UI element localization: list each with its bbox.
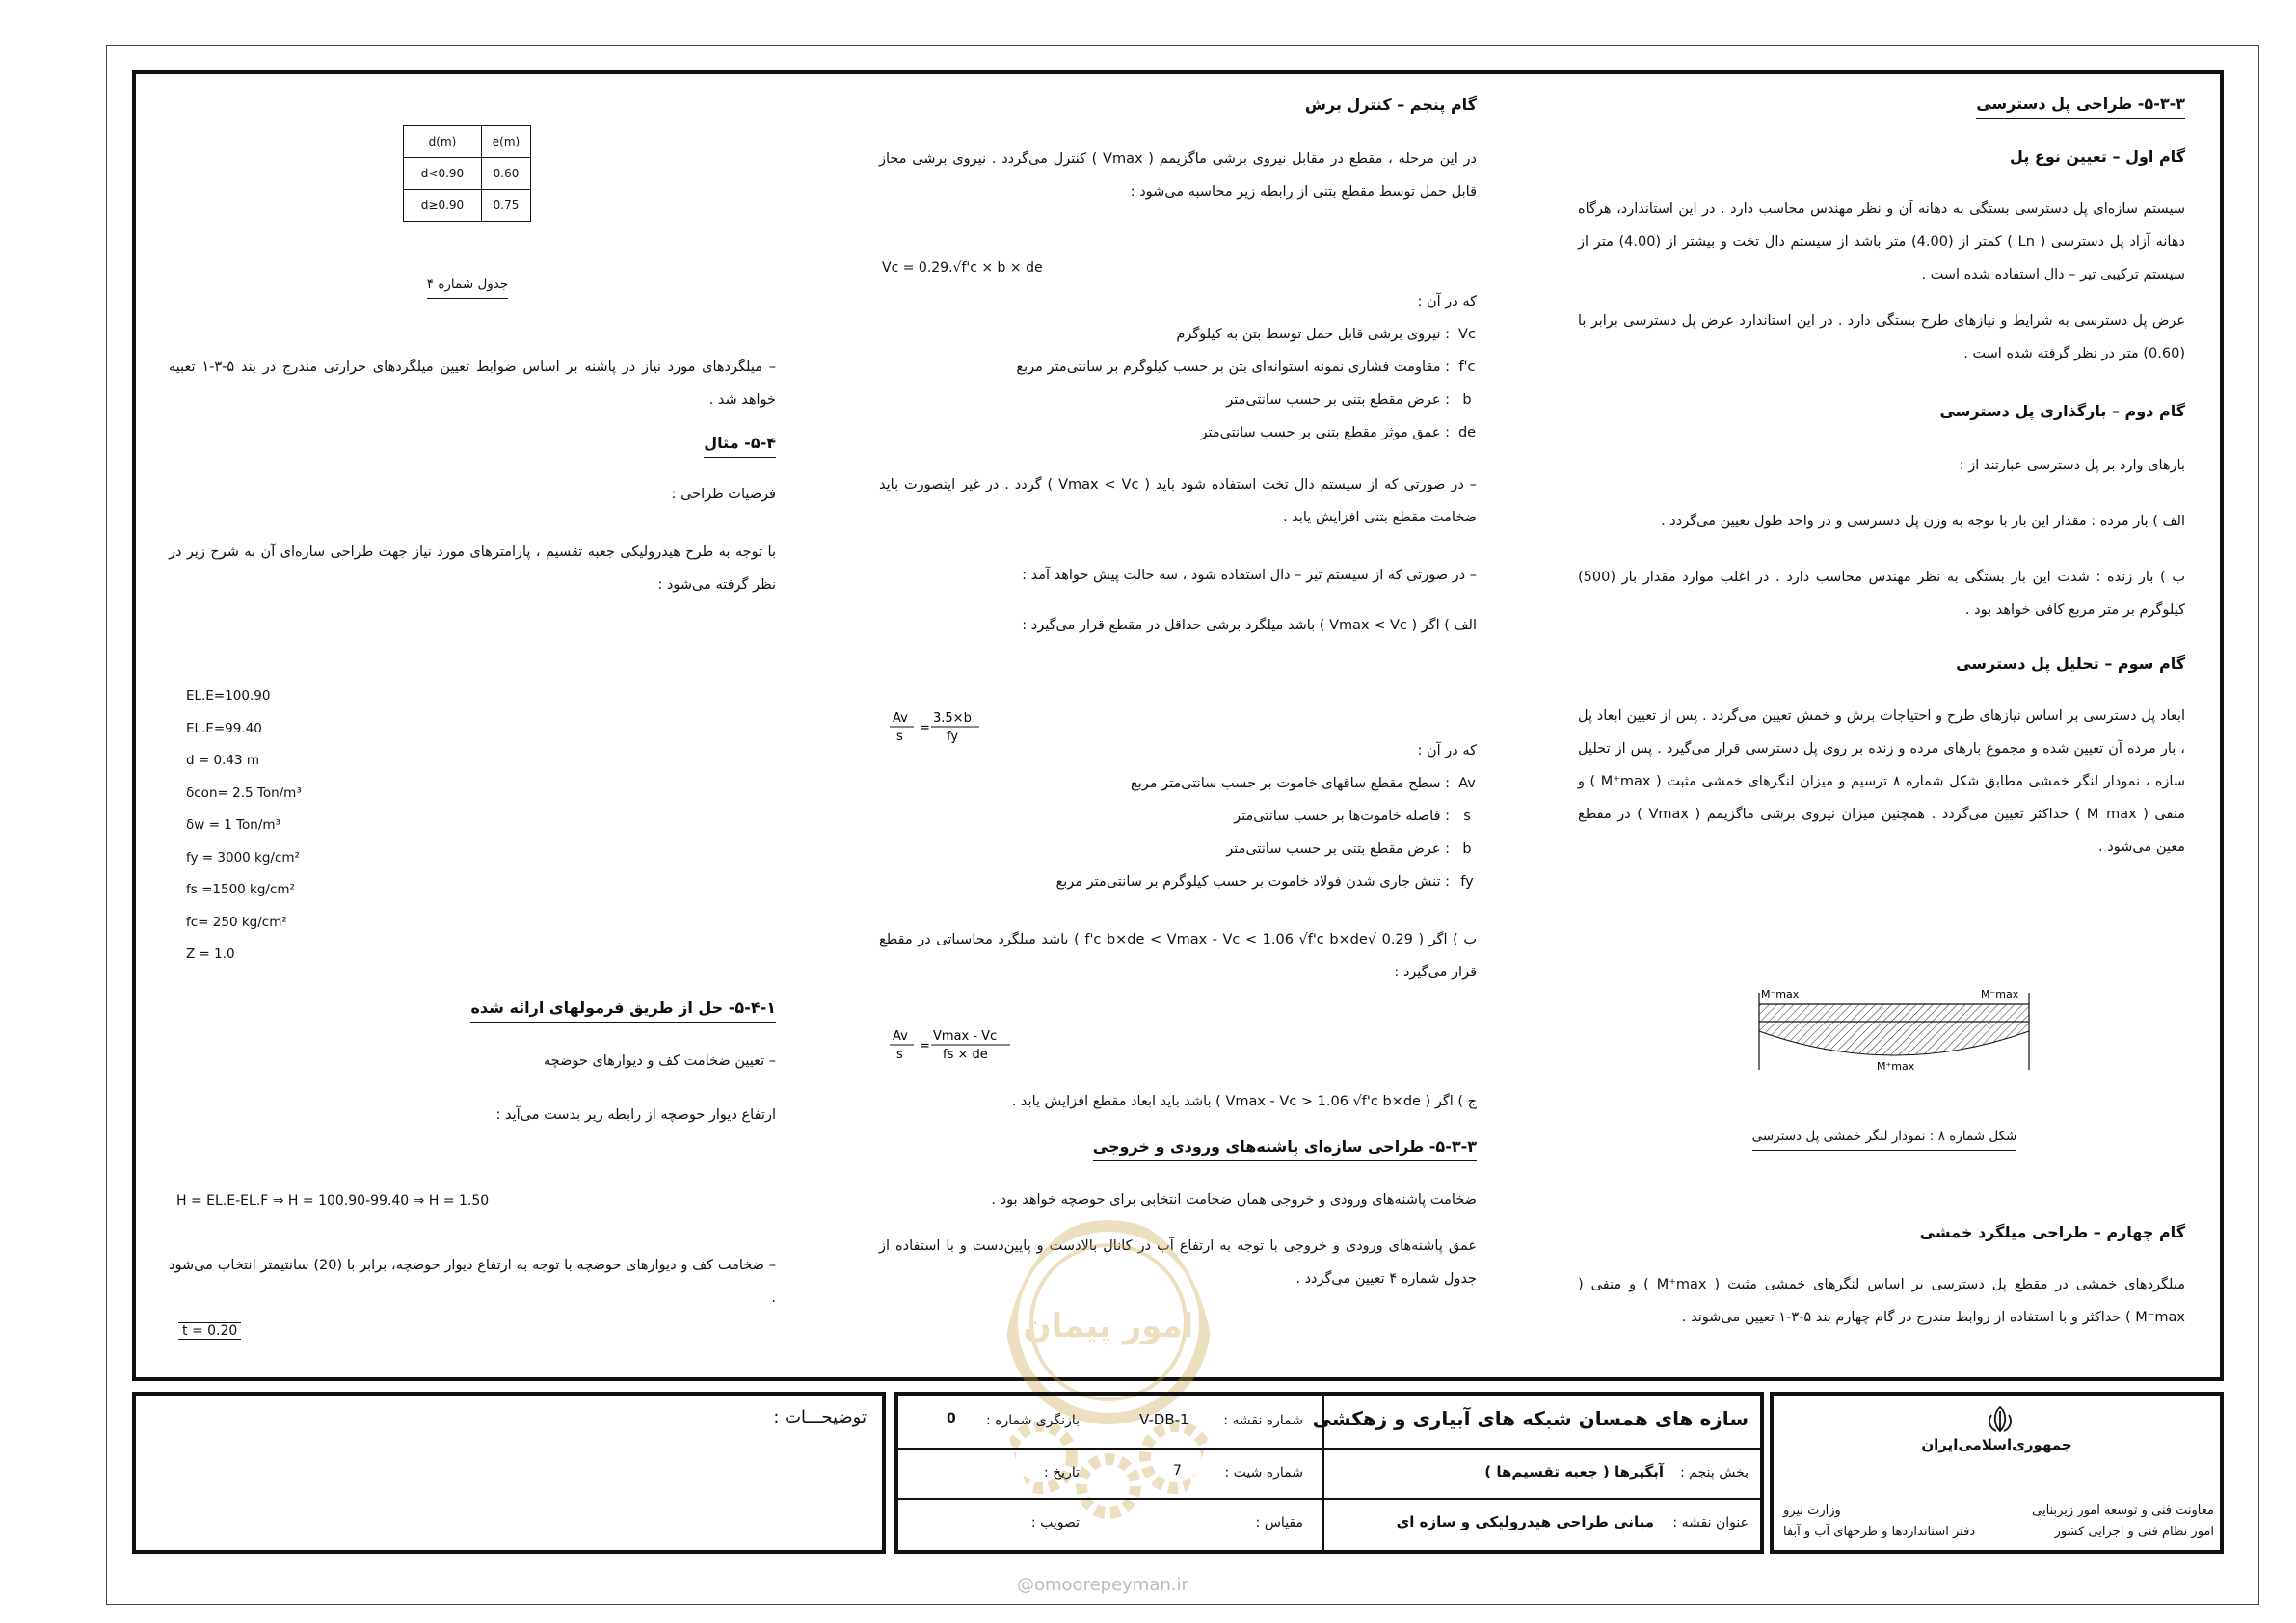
- case-c: ج ) اگر ( Vmax - Vc > 1.06 √f'c b×de ) باشد باید ابعاد مقطع افزایش یابد .: [1011, 1094, 1477, 1109]
- step5-text: در این مرحله ، مقطع در مقابل نیروی برشی ماگزیمم ( Vmax ) کنترل می‌گردد . نیروی برشی مجاز قابل حمل توسط مقطع بتنی از رابطه زیر محاسبه می‌شود :: [879, 151, 1477, 200]
- case-b: ب ) اگر ( 0.29 √f'c b×de < Vmax - Vc < 1.06 √f'c b×de ) باشد میلگرد محاسباتی در مقطع قرار می‌گیرد :: [879, 932, 1477, 980]
- eq-av2-rden: fs × de: [943, 1048, 988, 1062]
- approval-label: تصویب :: [1030, 1515, 1080, 1530]
- left-column-lower: [169, 993, 776, 1131]
- vars2-list: [879, 767, 1477, 898]
- section2-text2: عمق پاشنه‌های ورودی و خروجی با توجه به ارتفاع آب در کانال بالادست و پایین‌دست و با استفاده از جدول شماره ۴ تعیین می‌گردد .: [879, 1238, 1477, 1287]
- var-symbol: Vc: [1458, 327, 1476, 342]
- svg-text:=: =: [920, 1039, 930, 1053]
- table-caption-wrap: [414, 268, 521, 301]
- height-text: ارتفاع دیوار حوضچه از رابطه زیر بدست می‌آید :: [495, 1107, 776, 1123]
- fig-label-right: M⁻max: [1981, 988, 2019, 1000]
- var-row: [879, 833, 1477, 865]
- assumptions-text: با توجه به طرح هیدرولیکی جعبه تقسیم ، پارامترهای مورد نیاز جهت طراحی سازه‌ای آن به شرح زیر در نظر گرفته می‌شود :: [169, 545, 776, 593]
- section2-text1: ضخامت پاشنه‌های ورودی و خروجی همان ضخامت انتخابی برای حوضچه خواهد بود .: [991, 1192, 1477, 1208]
- var-text: : عرض مقطع بتنی بر حسب سانتی‌متر: [1226, 841, 1450, 857]
- org-left2: دفتر استانداردها و طرحهای آب و آبفا: [1783, 1525, 1976, 1539]
- var-text: : سطح مقطع ساقهای خاموت بر حسب سانتی‌متر مربع: [1130, 776, 1450, 791]
- table-cell: 0.75: [482, 190, 531, 222]
- eq-av1-rnum: 3.5×b: [933, 711, 972, 726]
- step3-text: ابعاد پل دسترسی بر اساس نیازهای طرح و احتیاجات برش و خمش تعیین می‌گردد . پس از تعیین ابعاد پل ، بار مرده آن تعیین شده و مجموع بارهای مرده و زنده بر روی پل دسترسی قرار می‌گیرد . پس از تحلیل سازه ، نمودار لنگر خمشی مطابق شکل شماره ۸ ترسیم و میزان لنگرهای خمشی مثبت ( M⁺max ) و منفی ( M⁻max ) حداکثر تعیین می‌گردد . همچنین میزان نیروی برشی ماگزیمم ( Vmax ) در مقطع معین می‌شود .: [1578, 708, 2185, 855]
- step2-text3: ب ) بار زنده : شدت این بار بستگی به نظر مهندس محاسب دارد . در اغلب موارد مقدار بار (500) کیلوگرم بر متر مربع کافی خواهد بود .: [1578, 570, 2185, 618]
- sheet-value: 7: [1173, 1463, 1182, 1478]
- sheet-label: شماره شیت :: [1224, 1465, 1303, 1480]
- var-row: [879, 767, 1477, 800]
- eq-av2-num: Av: [893, 1029, 908, 1044]
- eq-vc: Vc = 0.29.√f'c × b × de: [882, 260, 1043, 276]
- var-symbol: f'c: [1458, 359, 1476, 375]
- eq-av2-rnum: Vmax - Vc: [933, 1029, 998, 1044]
- section-title: ۵-۳-۳- طراحی پل دسترسی: [1976, 91, 2185, 119]
- table-cell: d<0.90: [404, 158, 482, 190]
- step3-title: گام سوم – تحلیل پل دسترسی: [1956, 654, 2185, 673]
- section2-title: ۵-۳-۳- طراحی سازه‌ای پاشنه‌های ورودی و خروجی: [1093, 1133, 1477, 1161]
- moment-diagram: [1749, 983, 2039, 1079]
- param-item: fc= 250 kg/cm²: [186, 914, 287, 930]
- eq-t: [178, 1322, 241, 1340]
- var-symbol: b: [1462, 392, 1472, 408]
- svg-text:=: =: [920, 721, 930, 735]
- main-title: سازه های همسان شبکه های آبیاری و زهکشی: [1312, 1407, 1749, 1430]
- step2-text1: بارهای وارد بر پل دسترسی عبارتند از :: [1959, 458, 2185, 473]
- divider: [1324, 1498, 1760, 1500]
- notes-box: [132, 1392, 886, 1554]
- fig-label-left: M⁻max: [1761, 988, 1800, 1000]
- step1-text1: سیستم سازه‌ای پل دسترسی بستگی به دهانه آن و نظر مهندس محاسب دارد . در این استاندارد، هرگاه دهانه آزاد پل دسترسی ( Ln ) کمتر از (4.00) متر باشد از سیستم دال تخت و بیشتر از (4.00) متر از سیستم ترکیبی تیر – دال استفاده شده است .: [1578, 201, 2185, 282]
- var-row: [879, 384, 1477, 416]
- fig-label-mid: M⁺max: [1877, 1060, 1915, 1073]
- var-row: [879, 800, 1477, 833]
- eq-av1-den: s: [896, 730, 903, 744]
- table-header: d(m): [404, 126, 482, 158]
- param-item: Z = 1.0: [186, 946, 235, 962]
- table-caption: جدول شماره ۴: [427, 271, 508, 299]
- param-item: d = 0.43 m: [186, 753, 259, 768]
- step4-text: میلگردهای خمشی در مقطع پل دسترسی بر اساس لنگرهای خمشی مثبت ( M⁺max ) و منفی ( M⁻max ) حداکثر و با استفاده از روابط مندرج در گام چهارم بند ۵-۳-۱ تعیین می‌شوند .: [1578, 1277, 2185, 1325]
- var-row: [879, 318, 1477, 351]
- org-left1: وزارت نیرو: [1783, 1503, 1841, 1518]
- var-symbol: b: [1462, 841, 1472, 857]
- divider: [898, 1448, 1322, 1450]
- step1-title: گام اول – تعیین نوع پل: [2010, 147, 2185, 166]
- solution-item: – تعیین ضخامت کف و دیوارهای حوضچه: [543, 1053, 776, 1069]
- eq-t-text: t = 0.20: [182, 1323, 238, 1339]
- eq-h: H = EL.E-EL.F ⇒ H = 100.90-99.40 ⇒ H = 1.50: [176, 1193, 490, 1209]
- revision-value: 0: [947, 1411, 956, 1426]
- var-text: : مقاومت فشاری نمونه استوانه‌ای بتن بر حسب کیلوگرم بر سانتی‌متر مربع: [1016, 359, 1450, 375]
- figure-caption-wrap: [1745, 1120, 2024, 1153]
- var-symbol: fy: [1460, 874, 1474, 890]
- table-cell: d≥0.90: [404, 190, 482, 222]
- params-list: [186, 680, 302, 971]
- step2-title: گام دوم – بارگذاری پل دسترسی: [1939, 402, 2185, 420]
- where2-label: که در آن :: [1417, 743, 1477, 758]
- org-right2: امور نظام فنی و اجرایی کشور: [2054, 1525, 2214, 1539]
- drawing-no-value: V-DB-1: [1139, 1411, 1189, 1428]
- case-a: الف ) اگر ( Vmax < Vc ) باشد میلگرد برشی حداقل در مقطع قرار می‌گیرد :: [1022, 618, 1477, 633]
- step5-title: گام پنجم – کنترل برش: [1304, 95, 1477, 114]
- var-text: : عمق موثر مقطع بتنی بر حسب سانتی‌متر: [1200, 425, 1450, 440]
- var-text: : فاصله خاموت‌ها بر حسب سانتی‌متر: [1234, 809, 1450, 824]
- table-header: e(m): [482, 126, 531, 158]
- part-label: بخش پنجم :: [1680, 1465, 1749, 1480]
- drawing-title-value: مبانی طراحی هیدرولیکی و سازه ای: [1396, 1513, 1654, 1530]
- where1-block: [879, 285, 1477, 642]
- right-column-lower: [1578, 1216, 2185, 1334]
- where2-block: [879, 734, 1477, 989]
- notes-label: توضیحـــات :: [773, 1407, 867, 1427]
- where1-label: که در آن :: [1417, 294, 1477, 309]
- part-value: آبگیرها ( جعبه تقسیم‌ها ): [1484, 1463, 1664, 1480]
- org-right1: معاونت فنی و توسعه امور زیربنایی: [2032, 1503, 2214, 1518]
- var-symbol: Av: [1458, 776, 1476, 791]
- param-item: EL.E=99.40: [186, 720, 262, 736]
- var-text: : عرض مقطع بتنی بر حسب سانتی‌متر: [1226, 392, 1450, 408]
- var-symbol: s: [1463, 809, 1471, 824]
- example-title: ۵-۴- مثال: [704, 430, 776, 458]
- divider: [898, 1498, 1322, 1500]
- org-box: [1770, 1392, 2224, 1554]
- drawing-title-label: عنوان نقشه :: [1672, 1515, 1749, 1530]
- var-symbol: de: [1457, 425, 1477, 440]
- param-item: EL.E=100.90: [186, 688, 271, 704]
- divider: [1324, 1448, 1760, 1450]
- solution-title: ۵-۴-۱- حل از طریق فرمولهای ارائه شده: [470, 995, 776, 1023]
- vars1-list: [879, 318, 1477, 449]
- eq-av2-den: s: [896, 1048, 903, 1062]
- assumptions-label: فرضیات طراحی :: [671, 487, 776, 502]
- text-slab: – در صورتی که از سیستم دال تخت استفاده شود باید ( Vmax < Vc ) گردد . در غیر اینصورت باید ضخامت مقطع بتنی افزایش یابد .: [879, 477, 1477, 525]
- var-text: : نیروی برشی قابل حمل توسط بتن به کیلوگرم: [1176, 327, 1450, 342]
- thickness-block: [169, 1249, 776, 1315]
- figure-caption: شکل شماره ۸ : نمودار لنگر خمشی پل دسترسی: [1752, 1123, 2017, 1151]
- watermark-text: امور پیمان: [1023, 1307, 1194, 1345]
- watermark-url: @omoorepeyman.ir: [1017, 1575, 1188, 1595]
- table-4: [403, 125, 531, 222]
- param-item: fy = 3000 kg/cm²: [186, 849, 300, 865]
- var-row: [879, 416, 1477, 449]
- eq-av1-rden: fy: [947, 730, 959, 744]
- org-name: جمهوری‌اسلامی‌ایران: [1921, 1436, 2072, 1453]
- middle-column: [879, 89, 1477, 208]
- table-cell: 0.60: [482, 158, 531, 190]
- date-label: تاریخ :: [1043, 1465, 1080, 1480]
- param-item: fs =1500 kg/cm²: [186, 882, 295, 897]
- eq-av1-num: Av: [893, 711, 908, 726]
- eq-av2: [887, 1026, 1022, 1065]
- var-row: [879, 351, 1477, 384]
- var-text: : تنش جاری شدن فولاد خاموت بر حسب کیلوگرم بر سانتی‌متر مربع: [1055, 874, 1450, 890]
- rebar-text: – میلگردهای مورد نیاز در پاشنه بر اساس ضوابط تعیین میلگردهای حرارتی مندرج در بند ۵-۳-۱ تعبیه خواهد شد .: [169, 359, 776, 408]
- step2-text2: الف ) بار مرده : مقدار این بار با توجه به وزن پل دسترسی و در واحد طول تعیین می‌گردد .: [1661, 514, 2185, 529]
- var-row: [879, 865, 1477, 898]
- scale-label: مقیاس :: [1255, 1515, 1303, 1530]
- param-item: δcon= 2.5 Ton/m³: [186, 785, 302, 801]
- left-column: [169, 351, 776, 601]
- revision-label: بازنگری شماره :: [985, 1413, 1080, 1428]
- thickness-text: – ضخامت کف و دیوارهای حوضچه با توجه به ارتفاع دیوار حوضچه، برابر با (20) سانتیمتر انتخاب می‌شود .: [169, 1258, 776, 1306]
- right-column: [1578, 89, 2185, 864]
- title-box-main: [894, 1392, 1764, 1554]
- step1-text2: عرض پل دسترسی به شرایط و نیازهای طرح بستگی دارد . در این استاندارد عرض پل دسترسی برابر با (0.60) متر در نظر گرفته شده است .: [1578, 313, 2185, 361]
- step4-title: گام چهارم – طراحی میلگرد خمشی: [1919, 1223, 2185, 1241]
- param-item: δw = 1 Ton/m³: [186, 817, 280, 833]
- text-beam: – در صورتی که از سیستم تیر – دال استفاده شود ، سه حالت پیش خواهد آمد :: [1022, 568, 1477, 583]
- drawing-no-label: شماره نقشه :: [1223, 1413, 1303, 1428]
- emblem-icon: [1984, 1405, 2016, 1434]
